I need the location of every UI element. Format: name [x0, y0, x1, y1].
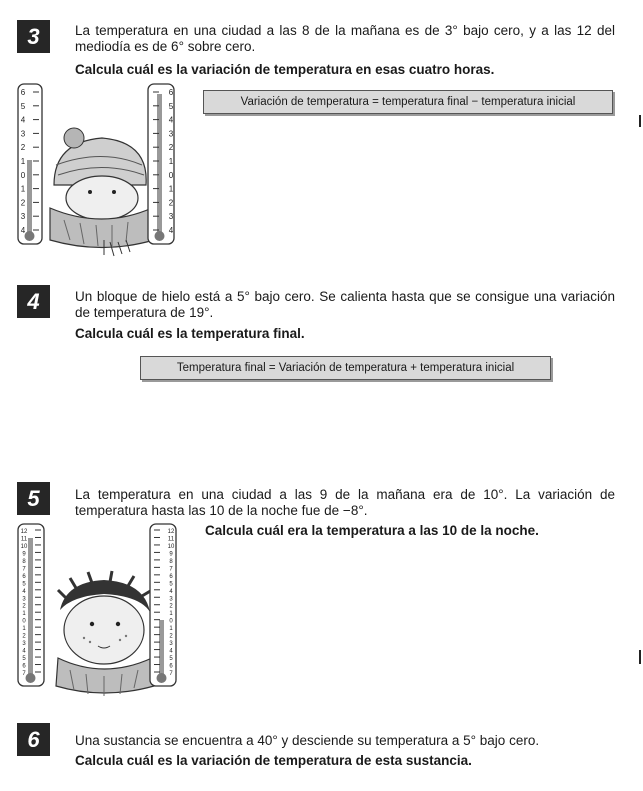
problem-3-formula-box: Variación de temperatura = temperatura final − temperatura inicial [203, 90, 613, 114]
problem-5-number: 5 [27, 485, 40, 511]
problem-6-number-badge [17, 723, 50, 756]
scale-label: 6 [22, 663, 26, 670]
problem-6-number: 6 [27, 726, 40, 752]
scale-label: 6 [169, 573, 173, 580]
scale-label: 2 [20, 198, 26, 208]
scale-label: 1 [20, 157, 26, 166]
scale-label: 5 [169, 656, 173, 663]
problem-4-number-badge [17, 285, 50, 318]
scale-label: 5 [169, 581, 173, 588]
scale-label: 6 [20, 88, 26, 97]
problem-3-question: Calcula cuál es la variación de temperatura en esas cuatro horas. [75, 62, 495, 77]
problem-6-statement: Una sustancia se encuentra a 40° y desciende su temperatura a 5° bajo cero. [75, 733, 540, 748]
scale-label: 5 [20, 101, 26, 111]
problem-5-question: Calcula cuál era la temperatura a las 10 de la noche. [205, 523, 539, 538]
scale-label: 5 [168, 101, 174, 111]
scale-label: 1 [168, 184, 174, 194]
scale-label: 11 [167, 536, 175, 543]
problem-3-number-badge [17, 20, 50, 53]
scale-label: 3 [169, 641, 173, 648]
problem-5-statement: La temperatura en una ciudad a las 9 de la mañana era de 10°. La variación de temperatura hasta las 10 de la noche fue de −8°. [75, 487, 615, 518]
scale-label: 10 [20, 543, 28, 550]
scale-label: 2 [20, 143, 26, 153]
scale-label: 2 [168, 198, 174, 208]
scale-label: 2 [22, 633, 26, 640]
scale-label: 0 [169, 618, 173, 625]
scale-label: 4 [20, 115, 26, 125]
problem-5-number-badge [17, 482, 50, 515]
scale-label: 1 [168, 157, 174, 166]
problem-3-illustration [14, 80, 194, 260]
child-with-scarf [56, 571, 154, 696]
problem-5-illustration [14, 520, 196, 700]
scale-label: 2 [22, 603, 26, 610]
scale-label: 4 [20, 226, 26, 235]
problem-4-question: Calcula cuál es la temperatura final. [75, 326, 305, 341]
scale-label: 7 [169, 566, 173, 573]
scale-label: 8 [22, 558, 26, 565]
scale-label: 9 [169, 551, 173, 558]
page-edge-mark [639, 650, 641, 664]
scale-label: 1 [22, 611, 26, 618]
scale-label: 3 [169, 596, 173, 603]
problem-6-question: Calcula cuál es la variación de temperatura de esta sustancia. [75, 753, 472, 768]
scale-label: 0 [22, 618, 26, 625]
scale-label: 1 [20, 184, 26, 194]
scale-label: 7 [169, 671, 173, 677]
scale-label: 0 [20, 170, 26, 180]
scale-label: 8 [169, 558, 173, 565]
scale-label: 2 [169, 633, 173, 640]
scale-label: 3 [168, 212, 174, 222]
scale-label: 3 [22, 641, 26, 648]
scale-label: 3 [20, 129, 26, 139]
scale-label: 3 [20, 212, 26, 222]
scale-label: 12 [20, 529, 28, 535]
scale-label: 1 [169, 626, 173, 633]
scale-label: 6 [22, 573, 26, 580]
scale-label: 7 [22, 671, 26, 677]
scale-label: 0 [168, 170, 174, 180]
scale-label: 1 [169, 611, 173, 618]
problem-4-formula-box: Temperatura final = Variación de temperatura + temperatura inicial [140, 356, 551, 380]
scale-label: 10 [167, 543, 175, 550]
child-with-wool-hat [50, 128, 154, 256]
scale-label: 4 [168, 115, 174, 125]
scale-label: 4 [169, 588, 173, 595]
scale-label: 11 [20, 536, 28, 543]
scale-label: 1 [22, 626, 26, 633]
scale-label: 2 [169, 603, 173, 610]
scale-label: 4 [168, 226, 174, 235]
page-edge-mark [639, 115, 641, 127]
right-thermometer [148, 84, 174, 244]
scale-label: 6 [168, 88, 174, 97]
left-thermometer [18, 524, 44, 686]
left-thermometer [18, 84, 42, 244]
scale-label: 7 [22, 566, 26, 573]
scale-label: 9 [22, 551, 26, 558]
scale-label: 4 [169, 648, 173, 655]
scale-label: 4 [22, 588, 26, 595]
scale-label: 4 [22, 648, 26, 655]
problem-3-statement: La temperatura en una ciudad a las 8 de la mañana es de 3° bajo cero, y a las 12 del mediodía es de 6° sobre cero. [75, 23, 615, 54]
problem-4-statement: Un bloque de hielo está a 5° bajo cero. Se calienta hasta que se consigue una variación de temperatura de 19°. [75, 289, 615, 320]
scale-label: 2 [168, 143, 174, 153]
scale-label: 6 [169, 663, 173, 670]
scale-label: 5 [22, 656, 26, 663]
scale-label: 5 [22, 581, 26, 588]
scale-label: 3 [22, 596, 26, 603]
problem-3-number: 3 [27, 23, 40, 49]
scale-label: 3 [168, 129, 174, 139]
scale-label: 12 [167, 529, 175, 535]
right-thermometer [150, 524, 176, 686]
problem-4-number: 4 [27, 288, 40, 314]
